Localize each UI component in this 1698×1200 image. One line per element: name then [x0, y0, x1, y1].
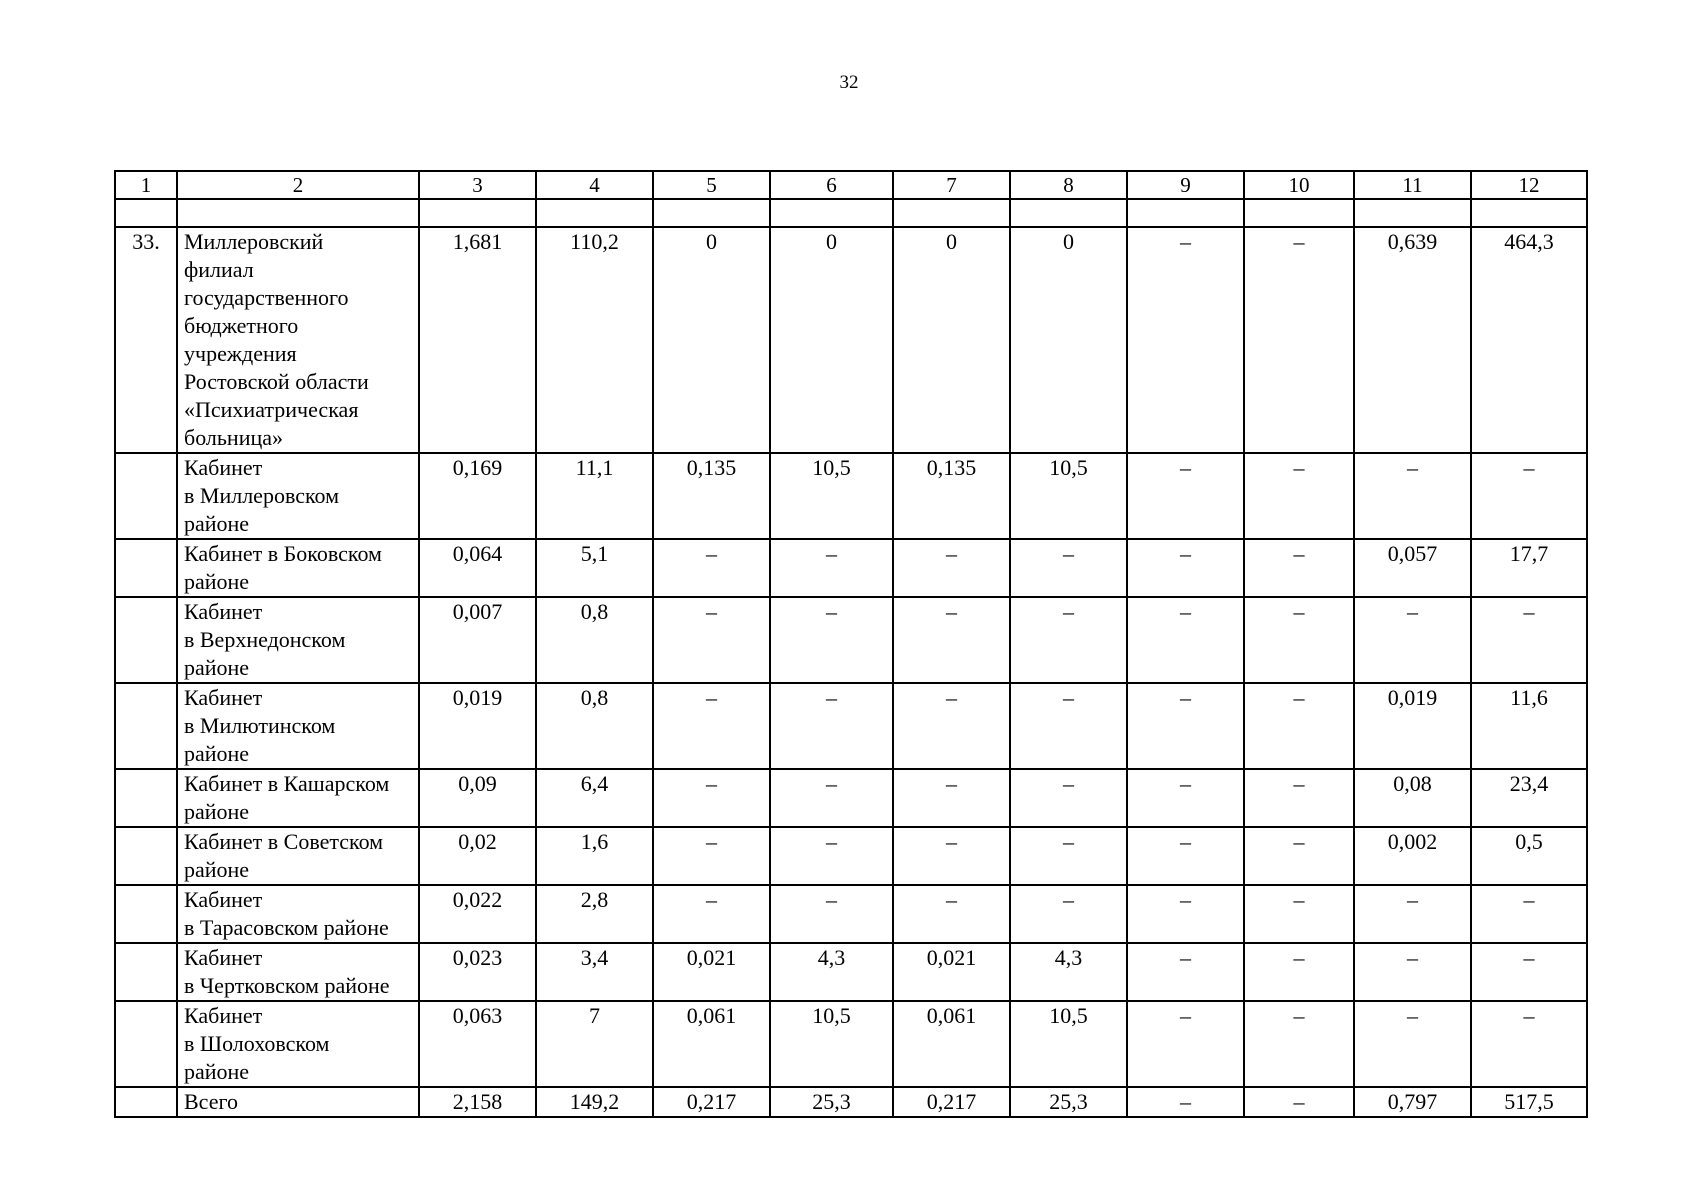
- row-name-line: государственного: [184, 285, 349, 310]
- table-row: [115, 683, 1587, 769]
- value-cell: 0,022: [419, 885, 536, 943]
- row-name-line: Кабинет: [184, 945, 263, 970]
- value-cell: –: [770, 539, 893, 597]
- value-cell: –: [770, 597, 893, 683]
- header-cell: 11: [1354, 171, 1471, 199]
- value-cell: 0,021: [653, 943, 770, 1001]
- row-name-line: в Чертковском районе: [184, 973, 390, 998]
- row-number-cell: [115, 453, 177, 539]
- value-cell: 464,3: [1471, 227, 1587, 453]
- blank-cell: [115, 199, 177, 227]
- value-cell: 17,7: [1471, 539, 1587, 597]
- row-name-line: районе: [184, 655, 250, 680]
- table-row: [115, 1001, 1587, 1087]
- value-cell: –: [1010, 885, 1127, 943]
- row-name-line: в Шолоховском: [184, 1031, 330, 1056]
- table-row: [115, 943, 1587, 1001]
- table-row: [115, 453, 1587, 539]
- value-cell: –: [770, 683, 893, 769]
- row-number-cell: [115, 1087, 177, 1117]
- value-cell: –: [653, 769, 770, 827]
- value-cell: 23,4: [1471, 769, 1587, 827]
- value-cell: –: [1127, 1087, 1244, 1117]
- value-cell: 0,135: [893, 453, 1010, 539]
- header-cell: 7: [893, 171, 1010, 199]
- value-cell: –: [1010, 597, 1127, 683]
- row-name-line: Миллеровский: [184, 229, 324, 254]
- value-cell: 25,3: [770, 1087, 893, 1117]
- value-cell: –: [1244, 1001, 1354, 1087]
- value-cell: –: [1127, 683, 1244, 769]
- table-row: [115, 827, 1587, 885]
- value-cell: 0,023: [419, 943, 536, 1001]
- blank-cell: [1127, 199, 1244, 227]
- row-name-line: районе: [184, 511, 250, 536]
- row-name-cell: [177, 1001, 419, 1087]
- value-cell: –: [1354, 453, 1471, 539]
- value-cell: –: [1244, 227, 1354, 453]
- value-cell: 0,002: [1354, 827, 1471, 885]
- value-cell: –: [1354, 1001, 1471, 1087]
- header-cell: 8: [1010, 171, 1127, 199]
- value-cell: 0: [1010, 227, 1127, 453]
- blank-cell: [1471, 199, 1587, 227]
- value-cell: 0,5: [1471, 827, 1587, 885]
- row-name-line: в Милютинском: [184, 713, 336, 738]
- value-cell: –: [1471, 453, 1587, 539]
- header-row: [115, 171, 1587, 199]
- row-name-line: районе: [184, 1059, 250, 1084]
- value-cell: –: [1244, 453, 1354, 539]
- value-cell: –: [1244, 827, 1354, 885]
- header-cell: 2: [177, 171, 419, 199]
- value-cell: 10,5: [770, 453, 893, 539]
- row-name-line: Ростовской области: [184, 369, 369, 394]
- value-cell: –: [653, 683, 770, 769]
- value-cell: –: [1127, 227, 1244, 453]
- table-row: [115, 885, 1587, 943]
- table-row: [115, 769, 1587, 827]
- row-name-line: Кабинет в Боковском: [184, 541, 382, 566]
- blank-cell: [770, 199, 893, 227]
- row-number-cell: [115, 597, 177, 683]
- row-name-line: Всего: [184, 1089, 238, 1114]
- row-number-cell: [115, 769, 177, 827]
- value-cell: –: [653, 827, 770, 885]
- row-name-line: районе: [184, 741, 250, 766]
- blank-cell: [1354, 199, 1471, 227]
- value-cell: –: [1244, 943, 1354, 1001]
- value-cell: –: [1354, 597, 1471, 683]
- table-row: [115, 539, 1587, 597]
- table-row: [115, 597, 1587, 683]
- value-cell: 0,09: [419, 769, 536, 827]
- header-cell: 12: [1471, 171, 1587, 199]
- row-number-cell: [115, 885, 177, 943]
- row-name-cell: [177, 227, 419, 453]
- value-cell: 5,1: [536, 539, 653, 597]
- value-cell: –: [770, 827, 893, 885]
- row-name-line: районе: [184, 799, 250, 824]
- value-cell: 0,8: [536, 683, 653, 769]
- header-cell: 1: [115, 171, 177, 199]
- value-cell: 0,019: [1354, 683, 1471, 769]
- value-cell: 1,6: [536, 827, 653, 885]
- blank-cell: [1010, 199, 1127, 227]
- value-cell: 3,4: [536, 943, 653, 1001]
- value-cell: –: [1244, 597, 1354, 683]
- row-number-cell: [115, 943, 177, 1001]
- value-cell: 0,019: [419, 683, 536, 769]
- blank-cell: [893, 199, 1010, 227]
- value-cell: 0,021: [893, 943, 1010, 1001]
- row-name-line: районе: [184, 569, 250, 594]
- value-cell: –: [1127, 827, 1244, 885]
- value-cell: 1,681: [419, 227, 536, 453]
- value-cell: 0: [770, 227, 893, 453]
- value-cell: –: [653, 597, 770, 683]
- value-cell: 11,1: [536, 453, 653, 539]
- value-cell: 4,3: [1010, 943, 1127, 1001]
- row-name-line: филиал: [184, 257, 254, 282]
- table-row: [115, 1087, 1587, 1117]
- row-name-line: учреждения: [184, 341, 297, 366]
- value-cell: –: [1471, 885, 1587, 943]
- value-cell: –: [1471, 943, 1587, 1001]
- value-cell: 6,4: [536, 769, 653, 827]
- value-cell: –: [1127, 943, 1244, 1001]
- row-number-cell: [115, 827, 177, 885]
- value-cell: –: [1244, 769, 1354, 827]
- value-cell: 0,063: [419, 1001, 536, 1087]
- row-name-cell: [177, 597, 419, 683]
- value-cell: 0,057: [1354, 539, 1471, 597]
- blank-cell: [536, 199, 653, 227]
- row-name-line: Кабинет в Советском: [184, 829, 384, 854]
- value-cell: 0,007: [419, 597, 536, 683]
- value-cell: 0,797: [1354, 1087, 1471, 1117]
- value-cell: 0,02: [419, 827, 536, 885]
- value-cell: 10,5: [1010, 453, 1127, 539]
- row-name-line: Кабинет: [184, 1003, 263, 1028]
- row-name-line: «Психиатрическая: [184, 397, 359, 422]
- row-name-cell: [177, 943, 419, 1001]
- header-cell: 6: [770, 171, 893, 199]
- row-name-cell: [177, 683, 419, 769]
- value-cell: 149,2: [536, 1087, 653, 1117]
- row-name-cell: [177, 885, 419, 943]
- value-cell: –: [1244, 683, 1354, 769]
- value-cell: –: [1010, 683, 1127, 769]
- row-number-cell: [115, 683, 177, 769]
- value-cell: –: [1354, 885, 1471, 943]
- row-number-cell: 33.: [115, 227, 177, 453]
- value-cell: –: [770, 769, 893, 827]
- value-cell: –: [1244, 885, 1354, 943]
- row-name-cell: [177, 453, 419, 539]
- value-cell: 0,061: [653, 1001, 770, 1087]
- value-cell: 0,8: [536, 597, 653, 683]
- value-cell: –: [1244, 539, 1354, 597]
- row-name-line: в Миллеровском: [184, 483, 340, 508]
- value-cell: –: [1010, 539, 1127, 597]
- blank-cell: [653, 199, 770, 227]
- value-cell: 0,217: [893, 1087, 1010, 1117]
- value-cell: –: [1471, 597, 1587, 683]
- header-cell: 4: [536, 171, 653, 199]
- value-cell: –: [893, 885, 1010, 943]
- row-name-line: в Тарасовском районе: [184, 915, 389, 940]
- value-cell: –: [893, 827, 1010, 885]
- value-cell: –: [1471, 1001, 1587, 1087]
- row-name-line: Кабинет: [184, 685, 263, 710]
- value-cell: 0,217: [653, 1087, 770, 1117]
- value-cell: –: [1127, 769, 1244, 827]
- value-cell: 0,08: [1354, 769, 1471, 827]
- value-cell: 0,061: [893, 1001, 1010, 1087]
- value-cell: 0,135: [653, 453, 770, 539]
- header-cell: 10: [1244, 171, 1354, 199]
- blank-cell: [177, 199, 419, 227]
- value-cell: –: [1127, 539, 1244, 597]
- value-cell: 517,5: [1471, 1087, 1587, 1117]
- value-cell: –: [1354, 943, 1471, 1001]
- row-name-line: районе: [184, 857, 250, 882]
- row-name-cell: [177, 1087, 419, 1117]
- value-cell: 10,5: [1010, 1001, 1127, 1087]
- data-table: [114, 170, 1588, 1118]
- value-cell: –: [893, 769, 1010, 827]
- page-number: 32: [839, 72, 859, 93]
- value-cell: –: [1127, 597, 1244, 683]
- blank-row: [115, 199, 1587, 227]
- row-name-line: больница»: [184, 425, 283, 450]
- value-cell: 110,2: [536, 227, 653, 453]
- header-cell: 9: [1127, 171, 1244, 199]
- row-name-line: Кабинет: [184, 887, 263, 912]
- value-cell: –: [893, 539, 1010, 597]
- value-cell: 0: [893, 227, 1010, 453]
- row-name-line: Кабинет: [184, 599, 263, 624]
- value-cell: 2,158: [419, 1087, 536, 1117]
- table-row: [115, 227, 1587, 453]
- value-cell: –: [1010, 769, 1127, 827]
- row-name-line: бюджетного: [184, 313, 299, 338]
- value-cell: –: [1244, 1087, 1354, 1117]
- value-cell: –: [893, 683, 1010, 769]
- row-name-line: Кабинет: [184, 455, 263, 480]
- value-cell: 11,6: [1471, 683, 1587, 769]
- value-cell: 0,639: [1354, 227, 1471, 453]
- value-cell: 0: [653, 227, 770, 453]
- row-number-cell: [115, 539, 177, 597]
- row-number-cell: [115, 1001, 177, 1087]
- value-cell: 4,3: [770, 943, 893, 1001]
- value-cell: –: [770, 885, 893, 943]
- value-cell: 0,064: [419, 539, 536, 597]
- row-name-line: в Верхнедонском: [184, 627, 346, 652]
- value-cell: –: [1127, 453, 1244, 539]
- header-cell: 3: [419, 171, 536, 199]
- header-cell: 5: [653, 171, 770, 199]
- value-cell: 25,3: [1010, 1087, 1127, 1117]
- value-cell: –: [653, 885, 770, 943]
- row-name-cell: [177, 539, 419, 597]
- value-cell: 2,8: [536, 885, 653, 943]
- value-cell: 7: [536, 1001, 653, 1087]
- value-cell: –: [653, 539, 770, 597]
- value-cell: –: [893, 597, 1010, 683]
- value-cell: –: [1010, 827, 1127, 885]
- row-name-line: Кабинет в Кашарском: [184, 771, 390, 796]
- value-cell: 0,169: [419, 453, 536, 539]
- row-name-cell: [177, 827, 419, 885]
- value-cell: –: [1127, 1001, 1244, 1087]
- row-name-cell: [177, 769, 419, 827]
- blank-cell: [1244, 199, 1354, 227]
- blank-cell: [419, 199, 536, 227]
- value-cell: –: [1127, 885, 1244, 943]
- value-cell: 10,5: [770, 1001, 893, 1087]
